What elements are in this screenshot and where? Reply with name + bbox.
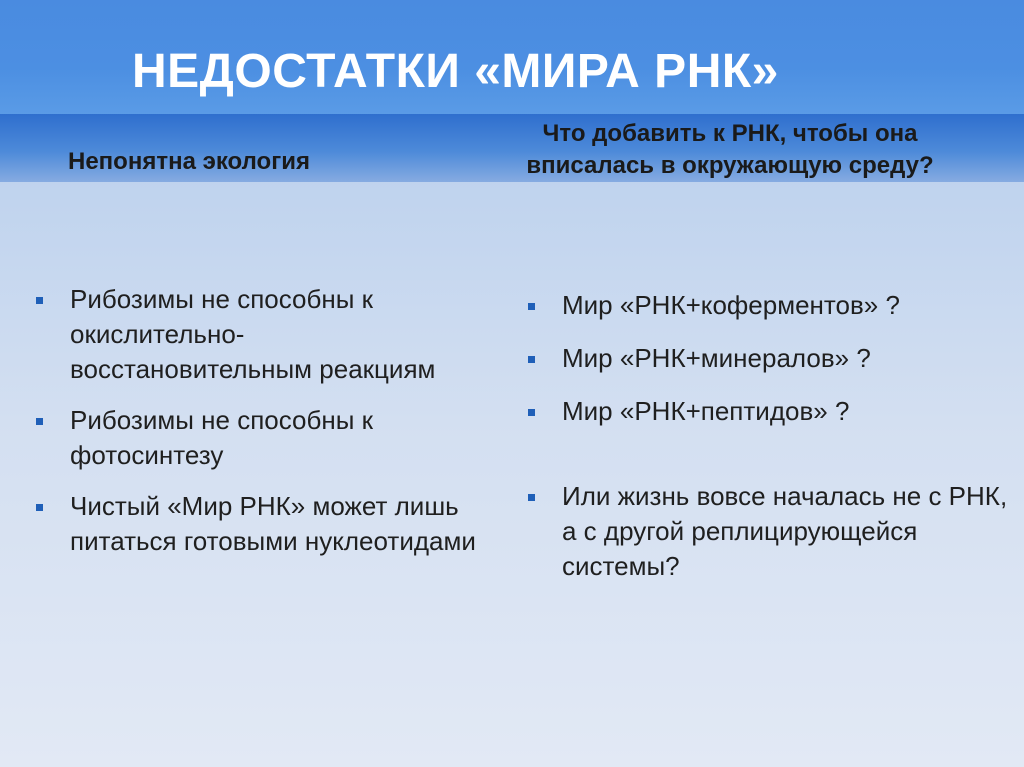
list-item-text: Рибозимы не способны к окислительно-восстановительным реакциям	[70, 284, 436, 384]
right-bullet-list	[528, 288, 1008, 602]
list-item	[528, 341, 1008, 376]
square-bullet-icon	[528, 409, 535, 416]
square-bullet-icon	[528, 303, 535, 310]
list-item	[36, 403, 476, 473]
list-item-text: Чистый «Мир РНК» может лишь питаться готовыми нуклеотидами	[70, 491, 476, 556]
list-item-text: Мир «РНК+минералов» ?	[562, 343, 871, 373]
square-bullet-icon	[528, 356, 535, 363]
square-bullet-icon	[36, 418, 43, 425]
list-item	[36, 489, 476, 559]
square-bullet-icon	[36, 504, 43, 511]
list-item-text: Или жизнь вовсе началась не с РНК, а с другой реплицирующейся системы?	[562, 481, 1008, 581]
right-column-heading: Что добавить к РНК, чтобы она вписалась в окружающую среду?	[526, 120, 934, 179]
list-item	[36, 282, 476, 387]
list-item-text: Мир «РНК+коферментов» ?	[562, 290, 900, 320]
square-bullet-icon	[528, 494, 535, 501]
square-bullet-icon	[36, 297, 43, 304]
left-bullet-list	[36, 282, 476, 575]
slide-title: НЕДОСТАТКИ «МИРА РНК»	[132, 45, 779, 98]
list-item	[528, 288, 1008, 323]
left-column-heading: Непонятна экология	[68, 148, 310, 175]
list-item	[528, 394, 1008, 429]
list-item	[528, 479, 1008, 584]
list-item-text: Мир «РНК+пептидов» ?	[562, 396, 850, 426]
list-item-text: Рибозимы не способны к фотосинтезу	[70, 405, 374, 470]
